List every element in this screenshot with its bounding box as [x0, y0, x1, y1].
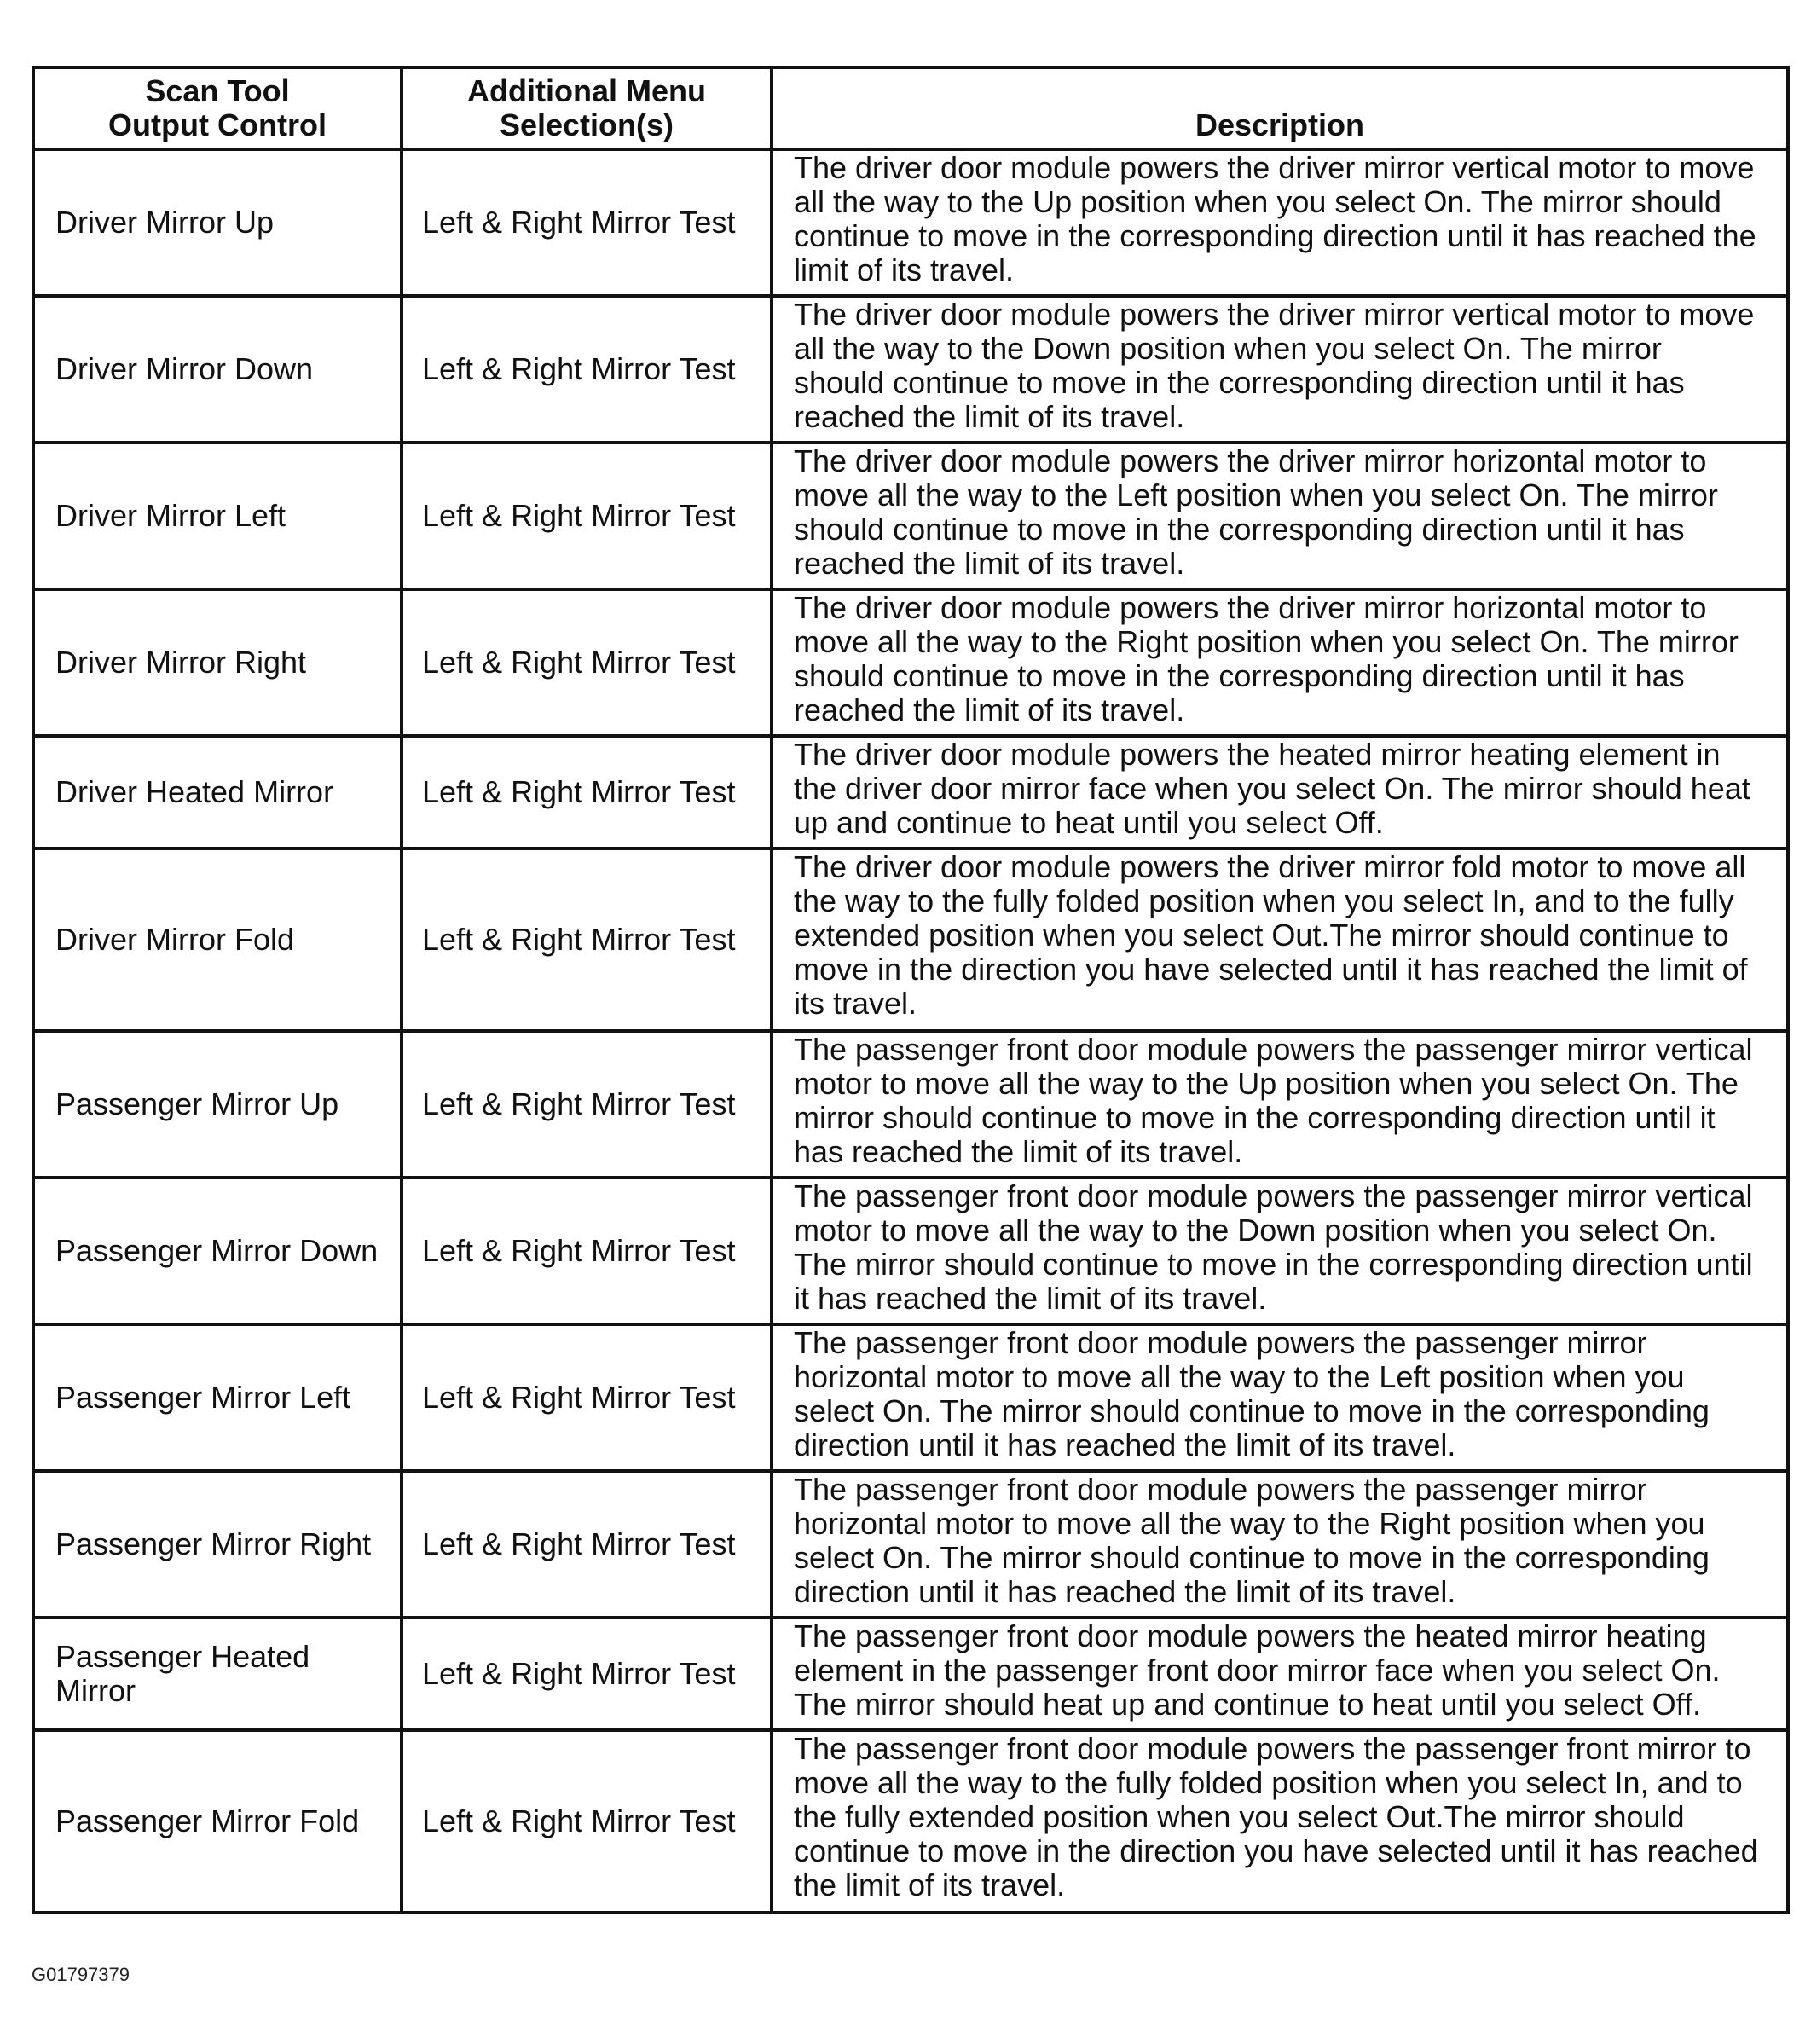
cell-output-control: Passenger Mirror Fold: [33, 1730, 402, 1913]
description-line: reached the limit of its travel.: [794, 546, 1185, 581]
header-description: Description: [772, 67, 1788, 149]
cell-menu-selection: Left & Right Mirror Test: [402, 443, 772, 589]
cell-description: [772, 1324, 1788, 1471]
cell-menu-selection: Left & Right Mirror Test: [402, 736, 772, 848]
cell-output-control: Driver Mirror Fold: [33, 848, 402, 1031]
cell-output-control: Passenger Mirror Down: [33, 1178, 402, 1324]
description-line: motor to move all the way to the Down position when you select On.: [794, 1213, 1717, 1248]
table-row: [33, 736, 1788, 848]
cell-menu-selection: Left & Right Mirror Test: [402, 1324, 772, 1471]
description-line: The passenger front door module powers the heated mirror heating: [794, 1618, 1707, 1653]
header-line: Additional Menu: [467, 73, 706, 108]
description-line: select On. The mirror should continue to move in the corresponding: [794, 1393, 1710, 1428]
table-row: [33, 589, 1788, 736]
description-line: should continue to move in the corresponding direction until it has: [794, 365, 1685, 400]
cell-output-control: Passenger Mirror Up: [33, 1031, 402, 1178]
description-line: The passenger front door module powers the passenger mirror vertical: [794, 1178, 1753, 1213]
description-line: horizontal motor to move all the way to the Left position when you: [794, 1359, 1685, 1394]
output-control-table-container: [32, 66, 1786, 1914]
description-line: all the way to the Down position when you select On. The mirror: [794, 331, 1662, 366]
description-line: it has reached the limit of its travel.: [794, 1281, 1267, 1316]
header-line: Scan Tool: [145, 73, 290, 108]
cell-description: [772, 1031, 1788, 1178]
cell-output-control: Driver Heated Mirror: [33, 736, 402, 848]
cell-description: [772, 1471, 1788, 1618]
table-header-row: [33, 67, 1788, 149]
description-line: horizontal motor to move all the way to the Right position when you: [794, 1506, 1705, 1541]
cell-menu-selection: Left & Right Mirror Test: [402, 848, 772, 1031]
table-row: [33, 1324, 1788, 1471]
cell-description: [772, 443, 1788, 589]
description-line: should continue to move in the corresponding direction until it has: [794, 512, 1685, 547]
description-line: The passenger front door module powers the passenger mirror: [794, 1472, 1647, 1507]
description-line: the fully extended position when you select Out.The mirror should: [794, 1799, 1685, 1834]
description-line: continue to move in the direction you have selected until it has reached: [794, 1833, 1758, 1868]
control-line: Passenger Heated: [55, 1639, 310, 1674]
description-line: move all the way to the Right position when you select On. The mirror: [794, 624, 1739, 659]
cell-output-control: [33, 1618, 402, 1730]
description-line: direction until it has reached the limit of its travel.: [794, 1574, 1456, 1609]
cell-menu-selection: Left & Right Mirror Test: [402, 296, 772, 443]
cell-description: [772, 296, 1788, 443]
cell-description: [772, 848, 1788, 1031]
cell-menu-selection: Left & Right Mirror Test: [402, 1031, 772, 1178]
cell-menu-selection: Left & Right Mirror Test: [402, 149, 772, 296]
cell-menu-selection: Left & Right Mirror Test: [402, 1178, 772, 1324]
description-line: reached the limit of its travel.: [794, 399, 1185, 434]
table-row: [33, 443, 1788, 589]
description-line: the driver door mirror face when you select On. The mirror should heat: [794, 771, 1750, 806]
description-line: The passenger front door module powers the passenger mirror: [794, 1325, 1647, 1360]
cell-menu-selection: Left & Right Mirror Test: [402, 1730, 772, 1913]
cell-menu-selection: Left & Right Mirror Test: [402, 1471, 772, 1618]
cell-output-control: Driver Mirror Right: [33, 589, 402, 736]
description-line: mirror should continue to move in the corresponding direction until it: [794, 1100, 1716, 1135]
description-line: limit of its travel.: [794, 252, 1015, 287]
description-line: The passenger front door module powers the passenger mirror vertical: [794, 1032, 1753, 1067]
description-line: The driver door module powers the driver mirror horizontal motor to: [794, 443, 1707, 478]
table-row: [33, 296, 1788, 443]
description-line: move all the way to the Left position when you select On. The mirror: [794, 478, 1718, 512]
table-row: [33, 848, 1788, 1031]
description-line: move all the way to the fully folded position when you select In, and to: [794, 1765, 1743, 1800]
cell-description: [772, 1618, 1788, 1730]
table-row: [33, 1178, 1788, 1324]
cell-description: [772, 736, 1788, 848]
cell-output-control: Driver Mirror Left: [33, 443, 402, 589]
cell-menu-selection: Left & Right Mirror Test: [402, 1618, 772, 1730]
description-line: its travel.: [794, 986, 917, 1021]
header-scan-tool-output-control: [33, 67, 402, 149]
header-line: Output Control: [108, 107, 327, 142]
description-line: continue to move in the corresponding direction until it has reached the: [794, 218, 1756, 253]
header-line: Selection(s): [499, 107, 674, 142]
cell-description: [772, 149, 1788, 296]
description-line: The driver door module powers the driver mirror vertical motor to move: [794, 297, 1755, 332]
description-line: The driver door module powers the driver mirror horizontal motor to: [794, 590, 1707, 625]
table-row: [33, 1618, 1788, 1730]
description-line: element in the passenger front door mirror face when you select On.: [794, 1653, 1721, 1688]
control-line: Mirror: [55, 1673, 136, 1708]
cell-output-control: Driver Mirror Down: [33, 296, 402, 443]
description-line: select On. The mirror should continue to move in the corresponding: [794, 1540, 1710, 1575]
cell-description: [772, 1178, 1788, 1324]
description-line: The driver door module powers the heated mirror heating element in: [794, 737, 1721, 772]
description-line: motor to move all the way to the Up position when you select On. The: [794, 1066, 1739, 1101]
cell-description: [772, 1730, 1788, 1913]
description-line: The passenger front door module powers the passenger front mirror to: [794, 1731, 1751, 1766]
description-line: move in the direction you have selected until it has reached the limit of: [794, 952, 1748, 987]
cell-menu-selection: Left & Right Mirror Test: [402, 589, 772, 736]
table-row: [33, 1031, 1788, 1178]
description-line: The driver door module powers the driver mirror vertical motor to move: [794, 150, 1755, 185]
figure-id-label: G01797379: [32, 1964, 130, 1985]
description-line: the way to the fully folded position when you select In, and to the fully: [794, 883, 1734, 918]
cell-description: [772, 589, 1788, 736]
description-line: The driver door module powers the driver mirror fold motor to move all: [794, 849, 1746, 884]
description-line: extended position when you select Out.The mirror should continue to: [794, 918, 1729, 953]
output-control-table: [32, 66, 1790, 1914]
description-line: direction until it has reached the limit of its travel.: [794, 1427, 1456, 1462]
table-row: [33, 1730, 1788, 1913]
description-line: the limit of its travel.: [794, 1867, 1066, 1902]
description-line: should continue to move in the corresponding direction until it has: [794, 658, 1685, 693]
cell-output-control: Passenger Mirror Left: [33, 1324, 402, 1471]
header-additional-menu-selection: [402, 67, 772, 149]
description-line: reached the limit of its travel.: [794, 692, 1185, 727]
table-row: [33, 149, 1788, 296]
cell-output-control: Driver Mirror Up: [33, 149, 402, 296]
table-row: [33, 1471, 1788, 1618]
description-line: has reached the limit of its travel.: [794, 1134, 1243, 1169]
cell-output-control: Passenger Mirror Right: [33, 1471, 402, 1618]
description-line: all the way to the Up position when you select On. The mirror should: [794, 184, 1721, 219]
description-line: up and continue to heat until you select Off.: [794, 805, 1384, 840]
description-line: The mirror should continue to move in the corresponding direction until: [794, 1247, 1753, 1282]
description-line: The mirror should heat up and continue to heat until you select Off.: [794, 1687, 1701, 1722]
